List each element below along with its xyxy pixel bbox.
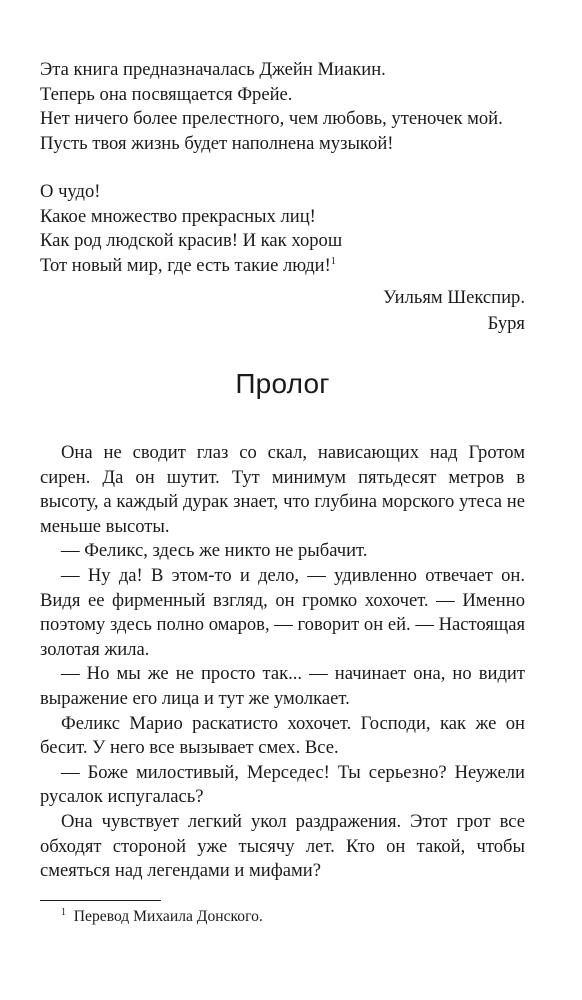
epigraph [40,180,525,278]
book-page [40,58,525,927]
paragraph: Феликс Марио раскатисто хохочет. Господи, как же он бесит. У него все вызывает смех. Все. [40,712,525,759]
epigraph-author: Уильям Шекспир. [383,287,525,308]
epigraph-line: О чудо! [40,181,101,202]
epigraph-line-text: Тот новый мир, где есть такие люди! [40,254,331,276]
footnote-mark: 1 [61,906,66,918]
chapter-title: Пролог [235,368,330,399]
epigraph-line: Как род людской красив! И как хорош [40,230,343,251]
paragraph: — Феликс, здесь же никто не рыбачит. [61,540,368,562]
dedication-line: Теперь она посвящается Фрейе. [40,83,293,105]
footnote-divider [40,900,161,901]
paragraph: — Ну да! В этом-то и дело, — удивленно отвечает он. Видя ее фирменный взгляд, он громко хохочет. — Именно поэтому здесь полно омаров, — говорит он ей. — Настоящая золотая жила. [40,564,525,660]
dedication-line: Пусть твоя жизнь будет наполнена музыкой! [40,132,394,154]
dedication [40,58,525,156]
epigraph-line: Какое множество прекрасных лиц! [40,205,316,227]
footnote [61,907,525,927]
paragraph: — Боже милостивый, Мерседес! Ты серьезно? Неужели русалок испугалась? [40,761,525,808]
epigraph-line-last [40,254,525,279]
epigraph-source: Буря [487,313,525,334]
dedication-line: Нет ничего более прелестного, чем любовь, утеночек мой. [40,108,503,129]
footnote-text: Перевод Михаила Донского. [73,907,263,925]
footnote-reference[interactable]: 1 [330,255,336,267]
body-text [40,441,525,884]
paragraph: — Но мы же не просто так... — начинает она, но видит выражение его лица и тут же умолкает. [40,663,525,709]
paragraph: Она чувствует легкий укол раздражения. Этот грот все обходят стороной уже тысячу лет. Кто он такой, чтобы смеяться над легендами и мифами? [40,810,525,882]
paragraph: Она не сводит глаз со скал, нависающих над Гротом сирен. Да он шутит. Тут минимум пятьдесят метров в высоту, а каждый дурак знает, что глубина морского утеса не меньше высоты. [40,442,525,537]
epigraph-attribution [40,285,525,337]
dedication-line: Эта книга предназначалась Джейн Миакин. [40,59,386,80]
